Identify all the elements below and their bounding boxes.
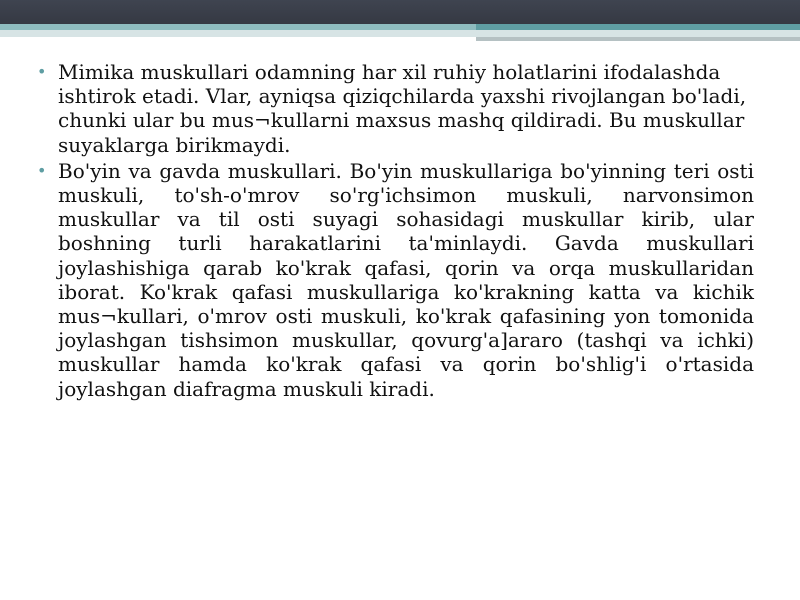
header-band [0,0,800,24]
header-stripe-pale [0,30,800,37]
header-stripe-grey [476,37,800,41]
bullet-dot-icon: • [37,62,47,81]
bullet-text: Mimika muskullari odamning har xil ruhiy holatlarini ifodalashda ishtirok etadi. Vlar, ayniqsa qiziqchilarda yaxshi rivojlangan bo'ladi, chunki ular bu mus¬kullarni maxsus mashq qildiradi. Bu muskullar suyaklarga birikmaydi. [58,60,747,157]
slide-body [37,60,754,403]
bullet-item [37,158,754,401]
bullet-text: Bo'yin va gavda muskullari. Bo'yin muskullariga bo'yinning teri osti muskuli, to'sh-o'mrov so'rg'ichsimon muskuli, narvonsimon muskullar va til osti suyagi sohasidagi muskullar kirib, ular boshning turli harakatlarini ta'minlaydi. Gavda muskullari joylashishiga qarab ko'krak qafasi, qorin va orqa muskullaridan iborat. Ko'krak qafasi muskullariga ko'krakning katta va kichik mus¬kullari, o'mrov osti muskuli, ko'krak qafasining yon tomonida joylashgan tishsimon muskullar, qovurg'a]araro (tashqi va ichki) muskullar hamda ko'krak qafasi va qorin bo'shlig'i o'rtasida joylashgan diafragma muskuli kiradi. [58,158,754,401]
bullet-dot-icon: • [37,160,47,180]
bullet-item [37,60,754,157]
bullet-list [37,60,754,401]
